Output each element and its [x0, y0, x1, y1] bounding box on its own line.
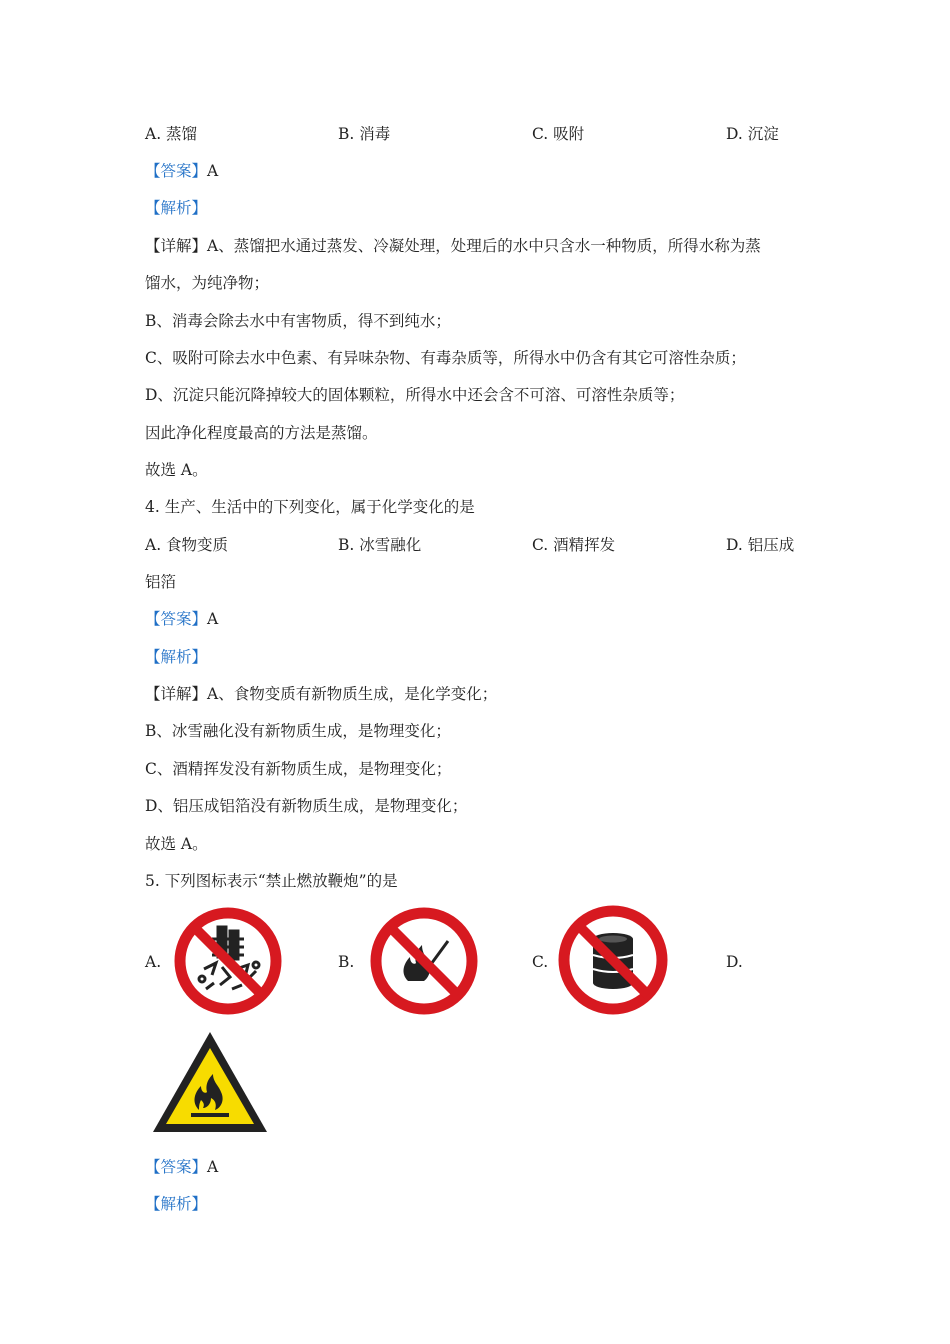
q5-analysis-tag: 【解析】 — [145, 1195, 208, 1213]
q5-question: 5. 下列图标表示“禁止燃放鞭炮”的是 — [145, 872, 398, 890]
q3-option-d: D. 沉淀 — [726, 125, 779, 143]
q5-option-b-label: B. — [338, 953, 355, 971]
no-firecrackers-icon — [172, 905, 284, 1017]
no-open-flame-icon — [368, 905, 480, 1017]
q4-detail-line — [145, 684, 497, 704]
q3-detail-line: 馏水，为纯净物； — [145, 274, 270, 292]
q4-option-d: D. 铝压成 — [726, 536, 795, 554]
q3-detail-line: 故选 A。 — [145, 461, 208, 479]
answer-value: A — [207, 1158, 219, 1176]
detail-text: A、蒸馏把水通过蒸发、冷凝处理，处理后的水中只含水一种物质，所得水称为蒸 — [207, 237, 761, 255]
q3-detail-line: C、吸附可除去水中色素、有异味杂物、有毒杂质等，所得水中仍含有其它可溶性杂质； — [145, 349, 746, 367]
q3-analysis-tag: 【解析】 — [145, 199, 208, 217]
q3-detail-line: B、消毒会除去水中有害物质，得不到纯水； — [145, 312, 451, 330]
q4-answer — [145, 609, 218, 629]
q3-detail-line: 因此净化程度最高的方法是蒸馏。 — [145, 424, 378, 442]
answer-value: A — [207, 162, 219, 180]
detail-tag: 【详解】 — [145, 237, 208, 255]
q4-detail-line: B、冰雪融化没有新物质生成，是物理变化； — [145, 722, 451, 740]
answer-tag: 【答案】 — [145, 162, 208, 180]
q4-option-d-cont: 铝箔 — [145, 573, 177, 591]
answer-value: A — [207, 610, 219, 628]
q4-detail-line: 故选 A。 — [145, 835, 208, 853]
q3-option-a: A. 蒸馏 — [145, 125, 198, 143]
q4-detail-line: D、铝压成铝箔没有新物质生成，是物理变化； — [145, 797, 468, 815]
q3-option-b: B. 消毒 — [338, 125, 391, 143]
q4-question: 4. 生产、生活中的下列变化，属于化学变化的是 — [145, 498, 475, 516]
flammable-warning-icon — [149, 1028, 271, 1138]
q4-option-a: A. 食物变质 — [145, 536, 229, 554]
q3-option-c: C. 吸附 — [532, 125, 585, 143]
no-oil-drum-icon — [556, 903, 670, 1017]
q4-detail-line: C、酒精挥发没有新物质生成，是物理变化； — [145, 760, 452, 778]
q3-detail-line — [145, 236, 761, 256]
q4-option-c: C. 酒精挥发 — [532, 536, 616, 554]
answer-tag: 【答案】 — [145, 1158, 208, 1176]
q5-answer — [145, 1157, 218, 1177]
q4-analysis-tag: 【解析】 — [145, 648, 208, 666]
detail-text: A、食物变质有新物质生成，是化学变化； — [207, 685, 498, 703]
q5-option-d-label: D. — [726, 953, 743, 971]
q3-detail-line: D、沉淀只能沉降掉较大的固体颗粒，所得水中还会含不可溶、可溶性杂质等； — [145, 386, 685, 404]
q4-option-b: B. 冰雪融化 — [338, 536, 422, 554]
detail-tag: 【详解】 — [145, 685, 208, 703]
q5-option-a-label: A. — [145, 953, 162, 971]
q3-answer — [145, 161, 218, 181]
answer-tag: 【答案】 — [145, 610, 208, 628]
q5-option-c-label: C. — [532, 953, 549, 971]
